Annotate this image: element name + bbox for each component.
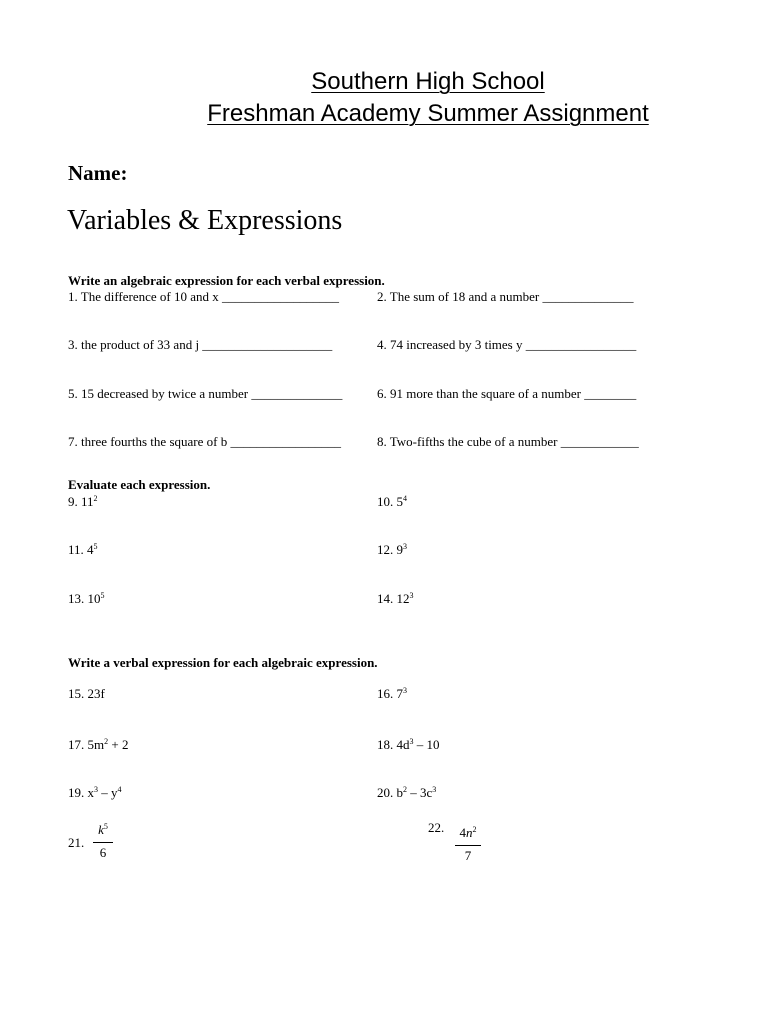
question-11: 11. $4^5$ (68, 542, 98, 557)
school-title: Southern High School (311, 68, 545, 95)
section3-title: Write a verbal expression for each algebraic expression. (68, 655, 378, 670)
question-4: 4. 74 increased by 3 times y _________________ (377, 337, 637, 352)
question-18: 18. $4d^3 - 10$ (377, 737, 440, 752)
assignment-title: Freshman Academy Summer Assignment (207, 100, 649, 127)
name-label: Name: (68, 161, 128, 185)
question-10: 10. $5^4$ (377, 494, 407, 509)
fraction-numerator: $4n^2$ (459, 825, 477, 840)
question-6: 6. 91 more than the square of a number ________ (377, 386, 637, 401)
question-9: 9. $11^2$ (68, 494, 98, 509)
question-16: 16. $7^3$ (377, 686, 407, 701)
question-19: 19. $x^3 - y^4$ (68, 785, 122, 800)
question-22-number: 22. (428, 820, 445, 835)
question-21-fraction (92, 822, 114, 864)
question-13: 13. $10^5$ (68, 591, 105, 606)
question-3: 3. the product of 33 and j ____________________ (68, 337, 333, 352)
section2-title: Evaluate each expression. (68, 477, 211, 492)
topic-title: Variables & Expressions (67, 205, 343, 236)
question-7: 7. three fourths the square of b _________________ (68, 434, 341, 449)
question-17: 17. $5m^2 + 2$ (68, 737, 129, 752)
question-15: 15. 23f (68, 686, 105, 701)
fraction-numerator: $k^5$ (98, 822, 108, 837)
question-14: 14. $12^3$ (377, 591, 414, 606)
question-20: 20. $b^2 - 3c^3$ (377, 785, 437, 800)
question-21-number: 21. (68, 835, 85, 850)
section1-title: Write an algebraic expression for each verbal expression. (68, 273, 385, 288)
question-22-fraction (453, 825, 483, 867)
document-header (0, 66, 768, 130)
question-2: 2. The sum of 18 and a number ______________ (377, 289, 634, 304)
fraction-bar (455, 845, 481, 846)
fraction-bar (93, 842, 113, 843)
question-1: 1. The difference of 10 and x __________________ (68, 289, 340, 304)
fraction-denominator: 7 (464, 848, 472, 863)
fraction-denominator: 6 (99, 845, 107, 860)
question-12: 12. $9^3$ (377, 542, 407, 557)
question-8: 8. Two-fifths the cube of a number ____________ (377, 434, 639, 449)
question-5: 5. 15 decreased by twice a number ______________ (68, 386, 343, 401)
